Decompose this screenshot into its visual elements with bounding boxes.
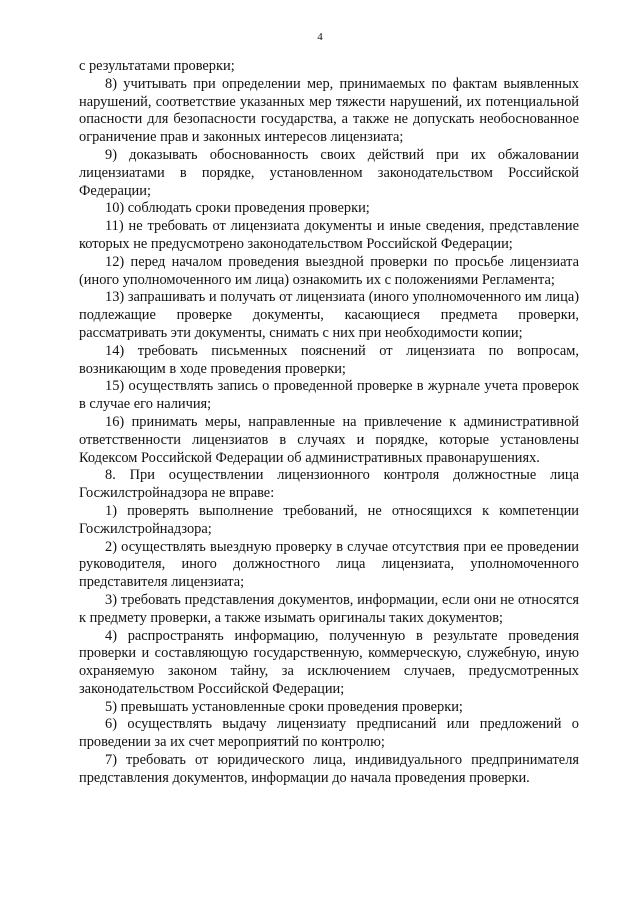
paragraph-item-15: 15) осуществлять запись о проведенной проверке в журнале учета проверок в случае его наличия;	[79, 378, 579, 413]
prohibition-item-7: 7) требовать от юридического лица, индивидуального предпринимателя представления документов, информации до начала проведения проверки.	[79, 752, 579, 786]
paragraph-item-13: 13) запрашивать и получать от лицензиата (иного уполномоченного им лица) подлежащие проверке документы, касающиеся предмета проверки, рассматривать эти документы, снимать с них при необходимости копии;	[79, 289, 579, 341]
section-8-intro: 8. При осуществлении лицензионного контроля должностные лица Госжилстройнадзора не вправе:	[79, 467, 579, 502]
prohibition-item-2: 2) осуществлять выездную проверку в случае отсутствия при ее проведении руководителя, иного должностного лица лицензиата, уполномоченного представителя лицензиата;	[79, 538, 579, 591]
page-number: 4	[317, 31, 323, 43]
prohibition-item-6: 6) осуществлять выдачу лицензиату предписаний или предложений о проведении за их счет мероприятий по контролю;	[79, 716, 579, 751]
prohibition-item-4: 4) распространять информацию, полученную в результате проведения проверки и составляющую государственную, коммерческую, служебную, иную охраняемую законом тайну, за исключением случаев, предусмотренных законодательством Российской Федерации;	[79, 627, 579, 697]
paragraph-item-14: 14) требовать письменных пояснений от лицензиата по вопросам, возникающим в ходе проведения проверки;	[79, 342, 579, 377]
paragraph-item-16: 16) принимать меры, направленные на привлечение к административной ответственности лицензиатов в случаях и порядке, которые установлены Кодексом Российской Федерации об административных правонарушениях.	[79, 413, 579, 466]
paragraph-item-12: 12) перед началом проведения выездной проверки по просьбе лицензиата (иного уполномоченного им лица) ознакомить их с положениями Регламента;	[79, 253, 579, 288]
paragraph-item-10: 10) соблюдать сроки проведения проверки;	[105, 200, 370, 217]
paragraph-item-11: 11) не требовать от лицензиата документы и иные сведения, представление которых не предусмотрено законодательством Российской Федерации;	[79, 218, 579, 252]
paragraph-item-8: 8) учитывать при определении мер, принимаемых по фактам выявленных нарушений, соответствие указанных мер тяжести нарушений, их потенциальной опасности для безопасности государства, а также не допускать необоснованное ограничение прав и законных интересов лицензиата;	[79, 75, 579, 146]
prohibition-item-5: 5) превышать установленные сроки проведения проверки;	[105, 698, 463, 715]
prohibition-item-1: 1) проверять выполнение требований, не относящихся к компетенции Госжилстройнадзора;	[79, 502, 579, 537]
document-body	[79, 58, 579, 788]
paragraph-continuation: с результатами проверки;	[79, 58, 235, 74]
paragraph-item-9: 9) доказывать обоснованность своих действий при их обжаловании лицензиатами в порядке, установленном законодательством Российской Федерации;	[79, 146, 579, 199]
prohibition-item-3: 3) требовать представления документов, информации, если они не относятся к предмету проверки, а также изымать оригиналы таких документов;	[79, 591, 579, 626]
